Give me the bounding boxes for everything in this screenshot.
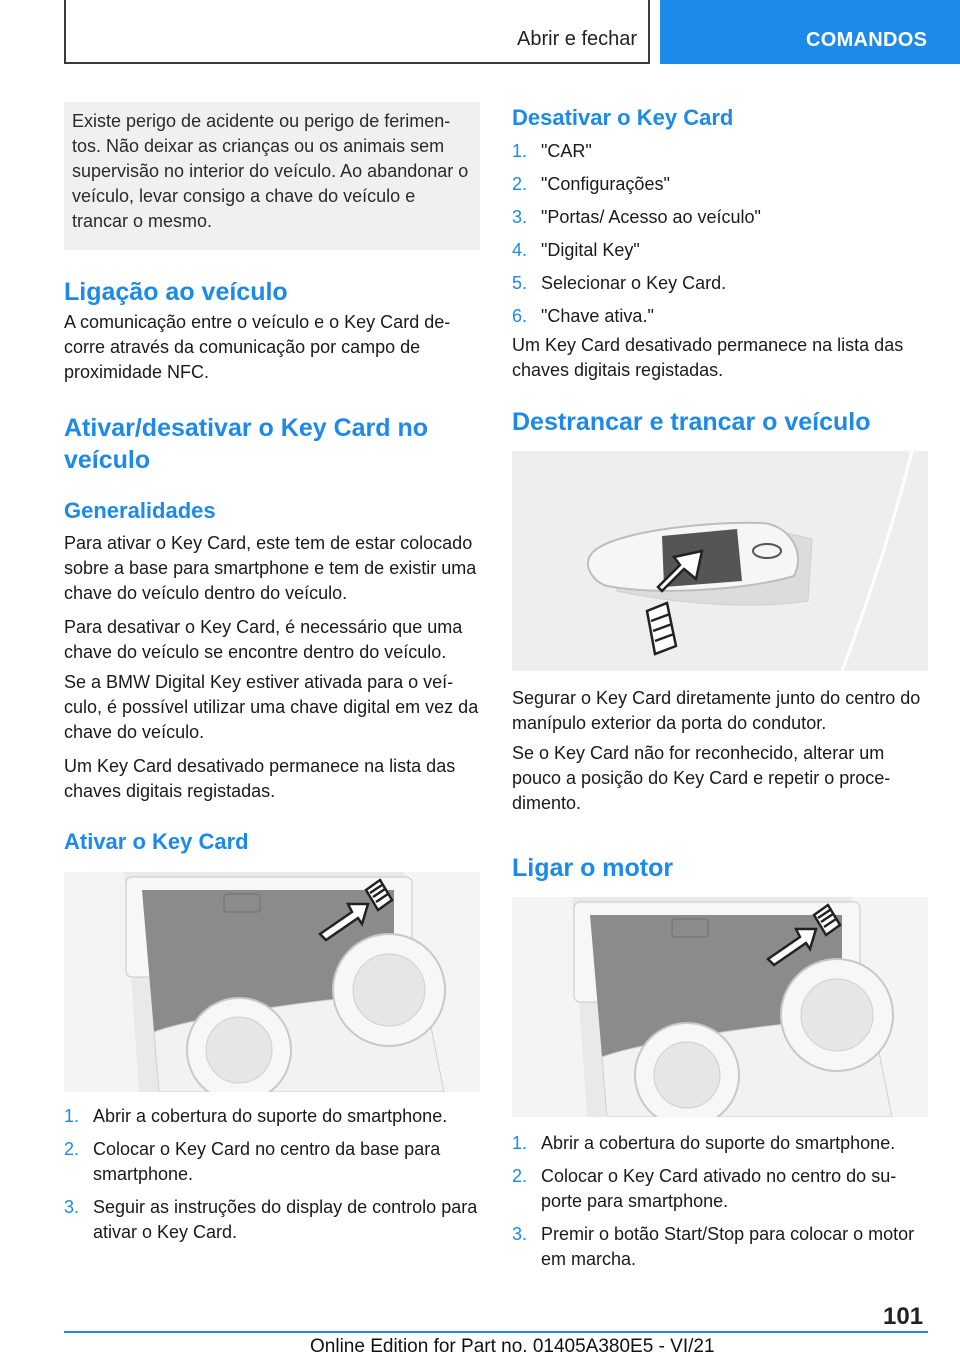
- step-text: Abrir a cobertura do suporte do smartphone.: [541, 1133, 896, 1153]
- step-text: Seguir as instruções do display de controlo para ativar o Key Card.: [93, 1197, 478, 1242]
- paragraph-general-1: Para ativar o Key Card, este tem de estar colocado sobre a base para smartphone e tem de existir uma chave do veículo dentro do veículo.: [64, 533, 477, 603]
- start-steps-list: [512, 1131, 928, 1272]
- activate-steps-list: [64, 1104, 480, 1245]
- list-item: [512, 1164, 928, 1214]
- paragraph-general-2: Para desativar o Key Card, é necessário que uma chave do veículo se encontre dentro do veículo.: [64, 617, 463, 662]
- list-item: [64, 1137, 480, 1187]
- step-number: 1.: [512, 141, 528, 161]
- warning-text: Existe perigo de acidente ou perigo de ferimentos. Não deixar as crianças ou os animais sem supervisão no interior do veículo. Ao abandonar o veículo, levar consigo a chave do veículo e trancar o mesmo.: [72, 111, 469, 231]
- heading-activate: Ativar o Key Card: [64, 829, 249, 854]
- list-item: [512, 1131, 928, 1156]
- step-text: "Configurações": [541, 174, 670, 194]
- chapter-tab[interactable]: [660, 0, 960, 64]
- list-item: [64, 1104, 480, 1129]
- footer-divider: [64, 1331, 928, 1333]
- step-text: Colocar o Key Card no centro da base para smartphone.: [93, 1139, 441, 1184]
- step-number: 4.: [512, 240, 528, 260]
- door-handle-drawing: [512, 451, 928, 671]
- step-number: 1.: [512, 1133, 528, 1153]
- step-number: 3.: [512, 1224, 528, 1244]
- step-number: 2.: [512, 174, 528, 194]
- step-text: "Portas/ Acesso ao veículo": [541, 207, 761, 227]
- list-item: [512, 238, 928, 263]
- list-item: [64, 1195, 480, 1245]
- deactivate-steps-list: [512, 139, 928, 329]
- step-number: 3.: [64, 1197, 80, 1217]
- smartphone-tray-illustration: [64, 872, 480, 1092]
- list-item: [512, 1222, 928, 1272]
- footer-edition: Online Edition for Part no. 01405A380E5 - VI/21: [310, 1336, 715, 1357]
- heading-deactivate: Desativar o Key Card: [512, 105, 734, 130]
- step-text: Abrir a cobertura do suporte do smartphone.: [93, 1106, 448, 1126]
- heading-start: Ligar o motor: [512, 854, 674, 882]
- paragraph-general-3: Se a BMW Digital Key estiver ativada para o veículo, é possível utilizar uma chave digital em vez da chave do veículo.: [64, 672, 479, 742]
- list-item: [512, 205, 928, 230]
- step-number: 2.: [64, 1139, 80, 1159]
- door-handle-illustration: [512, 451, 928, 671]
- step-number: 3.: [512, 207, 528, 227]
- step-number: 6.: [512, 306, 528, 326]
- step-text: Colocar o Key Card ativado no centro do suporte para smartphone.: [541, 1166, 897, 1211]
- step-text: Selecionar o Key Card.: [541, 273, 727, 293]
- section-title: Abrir e fechar: [517, 28, 638, 50]
- console-drawing-2: [512, 897, 928, 1117]
- list-item: [512, 172, 928, 197]
- step-number: 2.: [512, 1166, 528, 1186]
- heading-general: Generalidades: [64, 498, 216, 523]
- step-number: 5.: [512, 273, 528, 293]
- step-text: "Chave ativa.": [541, 306, 654, 326]
- paragraph-unlock-2: Se o Key Card não for reconhecido, alterar um pouco a posição do Key Card e repetir o procedimento.: [512, 743, 891, 813]
- step-text: "Digital Key": [541, 240, 640, 260]
- step-text: Premir o botão Start/Stop para colocar o motor em marcha.: [541, 1224, 915, 1269]
- heading-unlock: Destrancar e trancar o veículo: [512, 408, 871, 436]
- console-drawing: [64, 872, 480, 1092]
- heading-activate-deactivate: Ativar/desativar o Key Card no veículo: [64, 414, 429, 474]
- list-item: [512, 304, 928, 329]
- list-item: [512, 139, 928, 164]
- step-number: 1.: [64, 1106, 80, 1126]
- smartphone-tray-illustration-2: [512, 897, 928, 1117]
- step-text: "CAR": [541, 141, 592, 161]
- paragraph-general-4: Um Key Card desativado permanece na lista das chaves digitais registadas.: [64, 756, 456, 801]
- warning-box: [64, 102, 480, 250]
- heading-connection: Ligação ao veículo: [64, 278, 288, 306]
- chapter-tab-label: COMANDOS: [806, 29, 928, 51]
- paragraph-deactivate: Um Key Card desativado permanece na lista das chaves digitais registadas.: [512, 335, 904, 380]
- paragraph-connection: A comunicação entre o veículo e o Key Card decorre através da comunicação por campo de proximidade NFC.: [64, 312, 451, 382]
- list-item: [512, 271, 928, 296]
- paragraph-unlock-1: Segurar o Key Card diretamente junto do centro do manípulo exterior da porta do condutor.: [512, 688, 921, 733]
- page-number: 101: [883, 1303, 924, 1330]
